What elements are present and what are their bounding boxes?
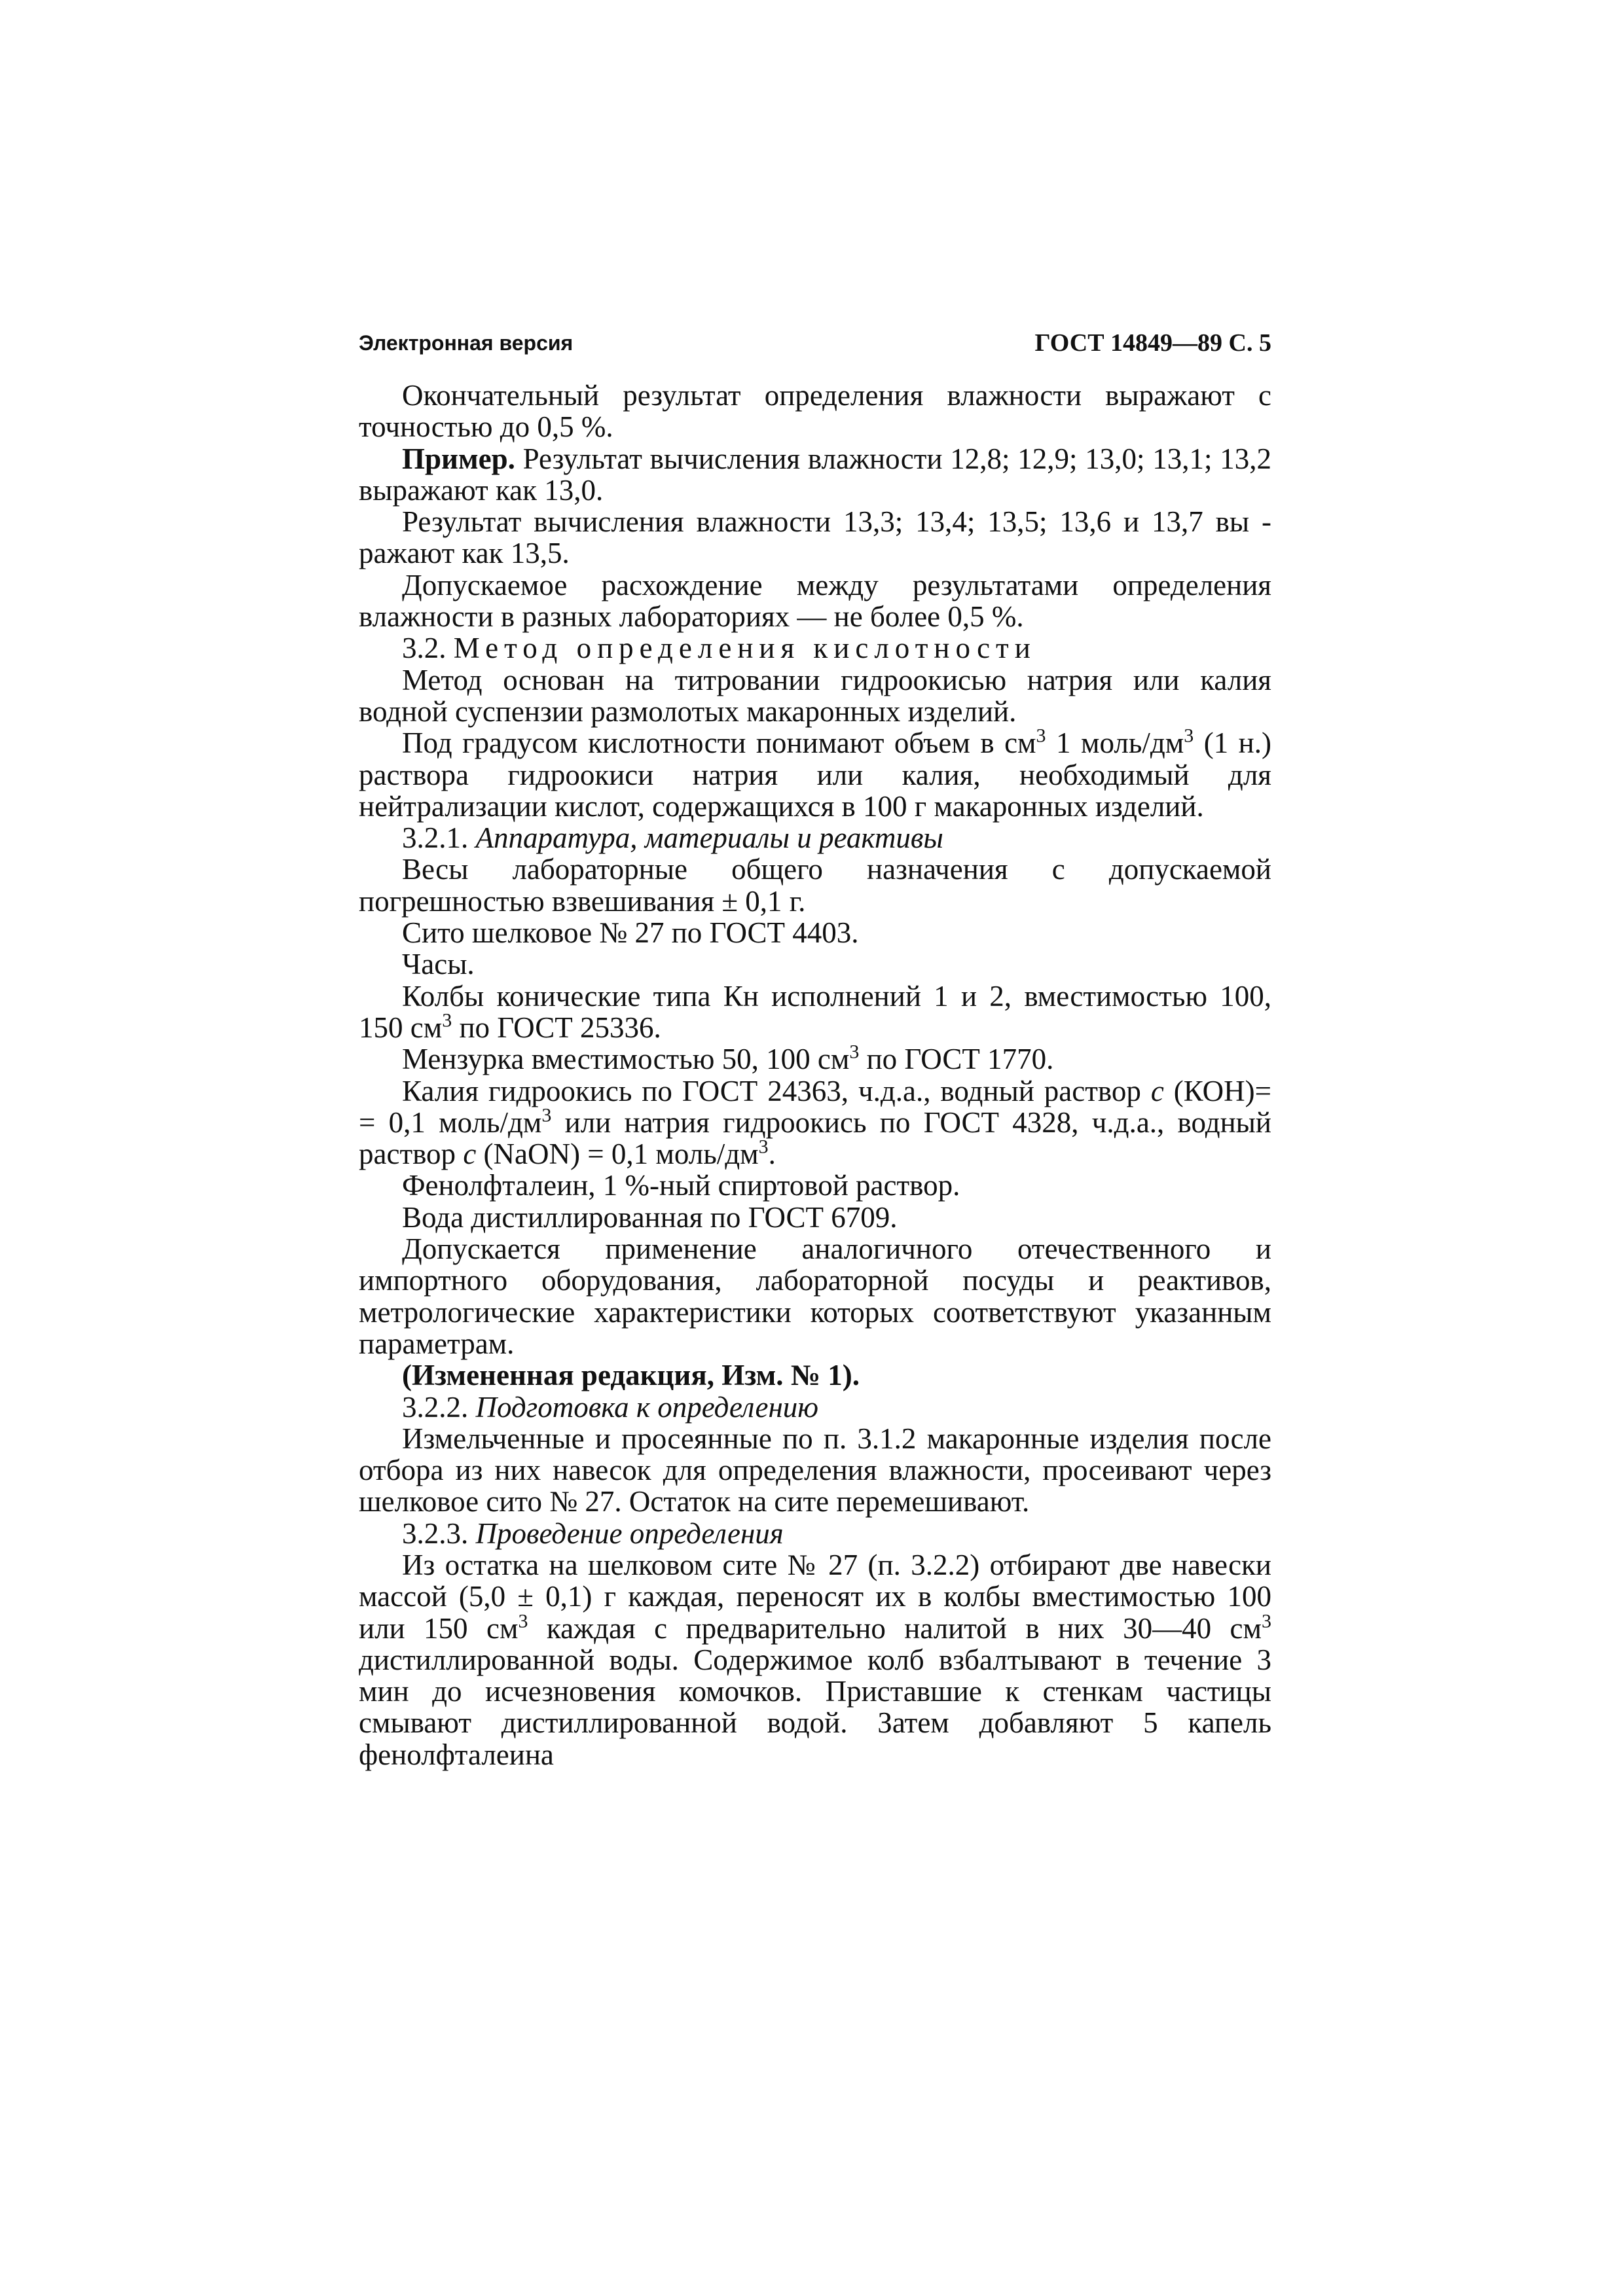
superscript-3: 3 bbox=[758, 1136, 769, 1158]
superscript-3: 3 bbox=[1036, 725, 1046, 747]
section-3-2-number: 3.2. bbox=[402, 632, 454, 665]
procedure-part-2: каждая с предварительно налитой в них 30—40 см bbox=[528, 1611, 1262, 1645]
acidity-def-part-2: 1 моль/дм bbox=[1046, 726, 1184, 760]
document-body bbox=[359, 380, 1271, 1770]
example-text: Результат вычисления влажности 12,8; 12,9; 13,0; 13,1; 13,2 выражают как 13,0. bbox=[359, 442, 1271, 507]
page-header bbox=[359, 325, 1271, 364]
header-edition-label: Электронная версия bbox=[359, 331, 574, 355]
procedure-part-3: дистиллированной воды. Содержимое колб взбалтывают в течение 3 мин до исчезновения комочков. Приставшие к стенкам частицы смывают дистиллированной водой. Затем добавляют 5 капель фенолфталеина bbox=[359, 1643, 1271, 1771]
hydroxide-part-5: . bbox=[768, 1138, 776, 1171]
header-standard-page: ГОСТ 14849—89 С. 5 bbox=[1034, 329, 1271, 357]
section-3-2-1-number: 3.2.1. bbox=[402, 821, 476, 855]
beaker-part-1: Мензурка вместимостью 50, 100 см bbox=[402, 1043, 850, 1076]
hydroxide-symbol-c: c bbox=[1150, 1074, 1164, 1107]
paragraph-sieve: Сито шелковое № 27 по ГОСТ 4403. bbox=[402, 916, 859, 950]
paragraph-example bbox=[359, 443, 1271, 507]
acidity-def-part-1: Под градусом кислотности понимают объем в см bbox=[402, 726, 1036, 760]
procedure-part-1: Из остатка на шелковом сите № 27 (п. 3.2.2) отбирают две навески массой (5,0 ± 0,1) г каждая, переносят их в колбы вместимостью 100 или 150 см bbox=[359, 1548, 1271, 1645]
beaker-part-2: по ГОСТ 1770. bbox=[859, 1043, 1054, 1076]
paragraph-final-result: Окончательный результат определения влажности выражают с точностью до 0,5 %. bbox=[359, 379, 1271, 444]
section-3-2-2-number: 3.2.2. bbox=[402, 1390, 476, 1424]
superscript-3: 3 bbox=[518, 1610, 528, 1632]
paragraph-phenolphthalein: Фенолфталеин, 1 %-ный спиртовой раствор. bbox=[402, 1169, 960, 1202]
superscript-3: 3 bbox=[1184, 725, 1194, 747]
section-3-2-1-title: Аппаратура, материалы и реактивы bbox=[475, 821, 943, 855]
section-3-2-3-title: Проведение определения bbox=[475, 1516, 784, 1550]
paragraph-acidity-definition bbox=[359, 727, 1271, 822]
acidity-def-part-3: (1 н.) раствора гидроокиси натрия или калия, необходимый для нейтрализации кислот, содержащихся в 100 г макаронных изделий. bbox=[359, 726, 1271, 823]
paragraph-hydroxide bbox=[359, 1075, 1271, 1170]
hydroxide-part-2: (КОН)= = 0,1 моль/дм bbox=[359, 1074, 1271, 1139]
paragraph-flasks bbox=[359, 980, 1271, 1044]
paragraph-distilled-water: Вода дистиллированная по ГОСТ 6709. bbox=[402, 1200, 898, 1234]
paragraph-preparation: Измельченные и просеянные по п. 3.1.2 макаронные изделия после отбора из них навесок для определения влажности, просеивают через шелковое сито № 27. Остаток на сите перемешивают. bbox=[359, 1422, 1271, 1518]
hydroxide-part-3: или натрия гидроокись по ГОСТ 4328, ч.д.а., водный раствор bbox=[359, 1105, 1271, 1171]
paragraph-procedure bbox=[359, 1549, 1271, 1770]
section-3-2-2-heading bbox=[359, 1391, 1271, 1423]
flasks-part-1: Колбы конические типа Кн исполнений 1 и 2, вместимостью 100, 150 см bbox=[359, 979, 1271, 1044]
paragraph-beaker bbox=[359, 1043, 1271, 1075]
example-lead: Пример. bbox=[402, 442, 515, 475]
section-3-2-2-title: Подготовка к определению bbox=[475, 1390, 819, 1424]
flasks-part-2: по ГОСТ 25336. bbox=[452, 1011, 661, 1044]
superscript-3: 3 bbox=[442, 1009, 452, 1031]
section-3-2-3-heading bbox=[359, 1518, 1271, 1549]
paragraph-result-rounding: Результат вычисления влажности 13,3; 13,4; 13,5; 13,6 и 13,7 вы - ражают как 13,5. bbox=[359, 505, 1271, 570]
hydroxide-part-4: (NaON) = 0,1 моль/дм bbox=[476, 1138, 759, 1171]
paragraph-scales: Весы лабораторные общего назначения с допускаемой погрешностью взвешивания ± 0,1 г. bbox=[359, 853, 1271, 918]
hydroxide-symbol-c-2: c bbox=[463, 1138, 477, 1171]
paragraph-equivalents: Допускается применение аналогичного отечественного и импортного оборудования, лабораторной посуды и реактивов, метрологические характеристики которых соответствуют указанным параметрам. bbox=[359, 1232, 1271, 1360]
superscript-3: 3 bbox=[541, 1104, 552, 1126]
section-3-2-3-number: 3.2.3. bbox=[402, 1516, 476, 1550]
hydroxide-part-1: Калия гидроокись по ГОСТ 24363, ч.д.а., водный раствор bbox=[402, 1074, 1151, 1107]
superscript-3: 3 bbox=[1262, 1610, 1271, 1632]
paragraph-method-basis: Метод основан на титровании гидроокисью натрия или калия водной суспензии размолотых макаронных изделий. bbox=[359, 663, 1271, 728]
superscript-3: 3 bbox=[849, 1041, 860, 1063]
section-3-2-title: Метод определения кислотности bbox=[453, 632, 1036, 665]
paragraph-clock: Часы. bbox=[402, 948, 475, 981]
paragraph-tolerance: Допускаемое расхождение между результатами определения влажности в разных лабораториях — не более 0,5 %. bbox=[359, 568, 1271, 634]
section-3-2-heading bbox=[359, 632, 1271, 664]
paragraph-amendment: (Измененная редакция, Изм. № 1). bbox=[402, 1359, 860, 1392]
section-3-2-1-heading bbox=[359, 822, 1271, 853]
